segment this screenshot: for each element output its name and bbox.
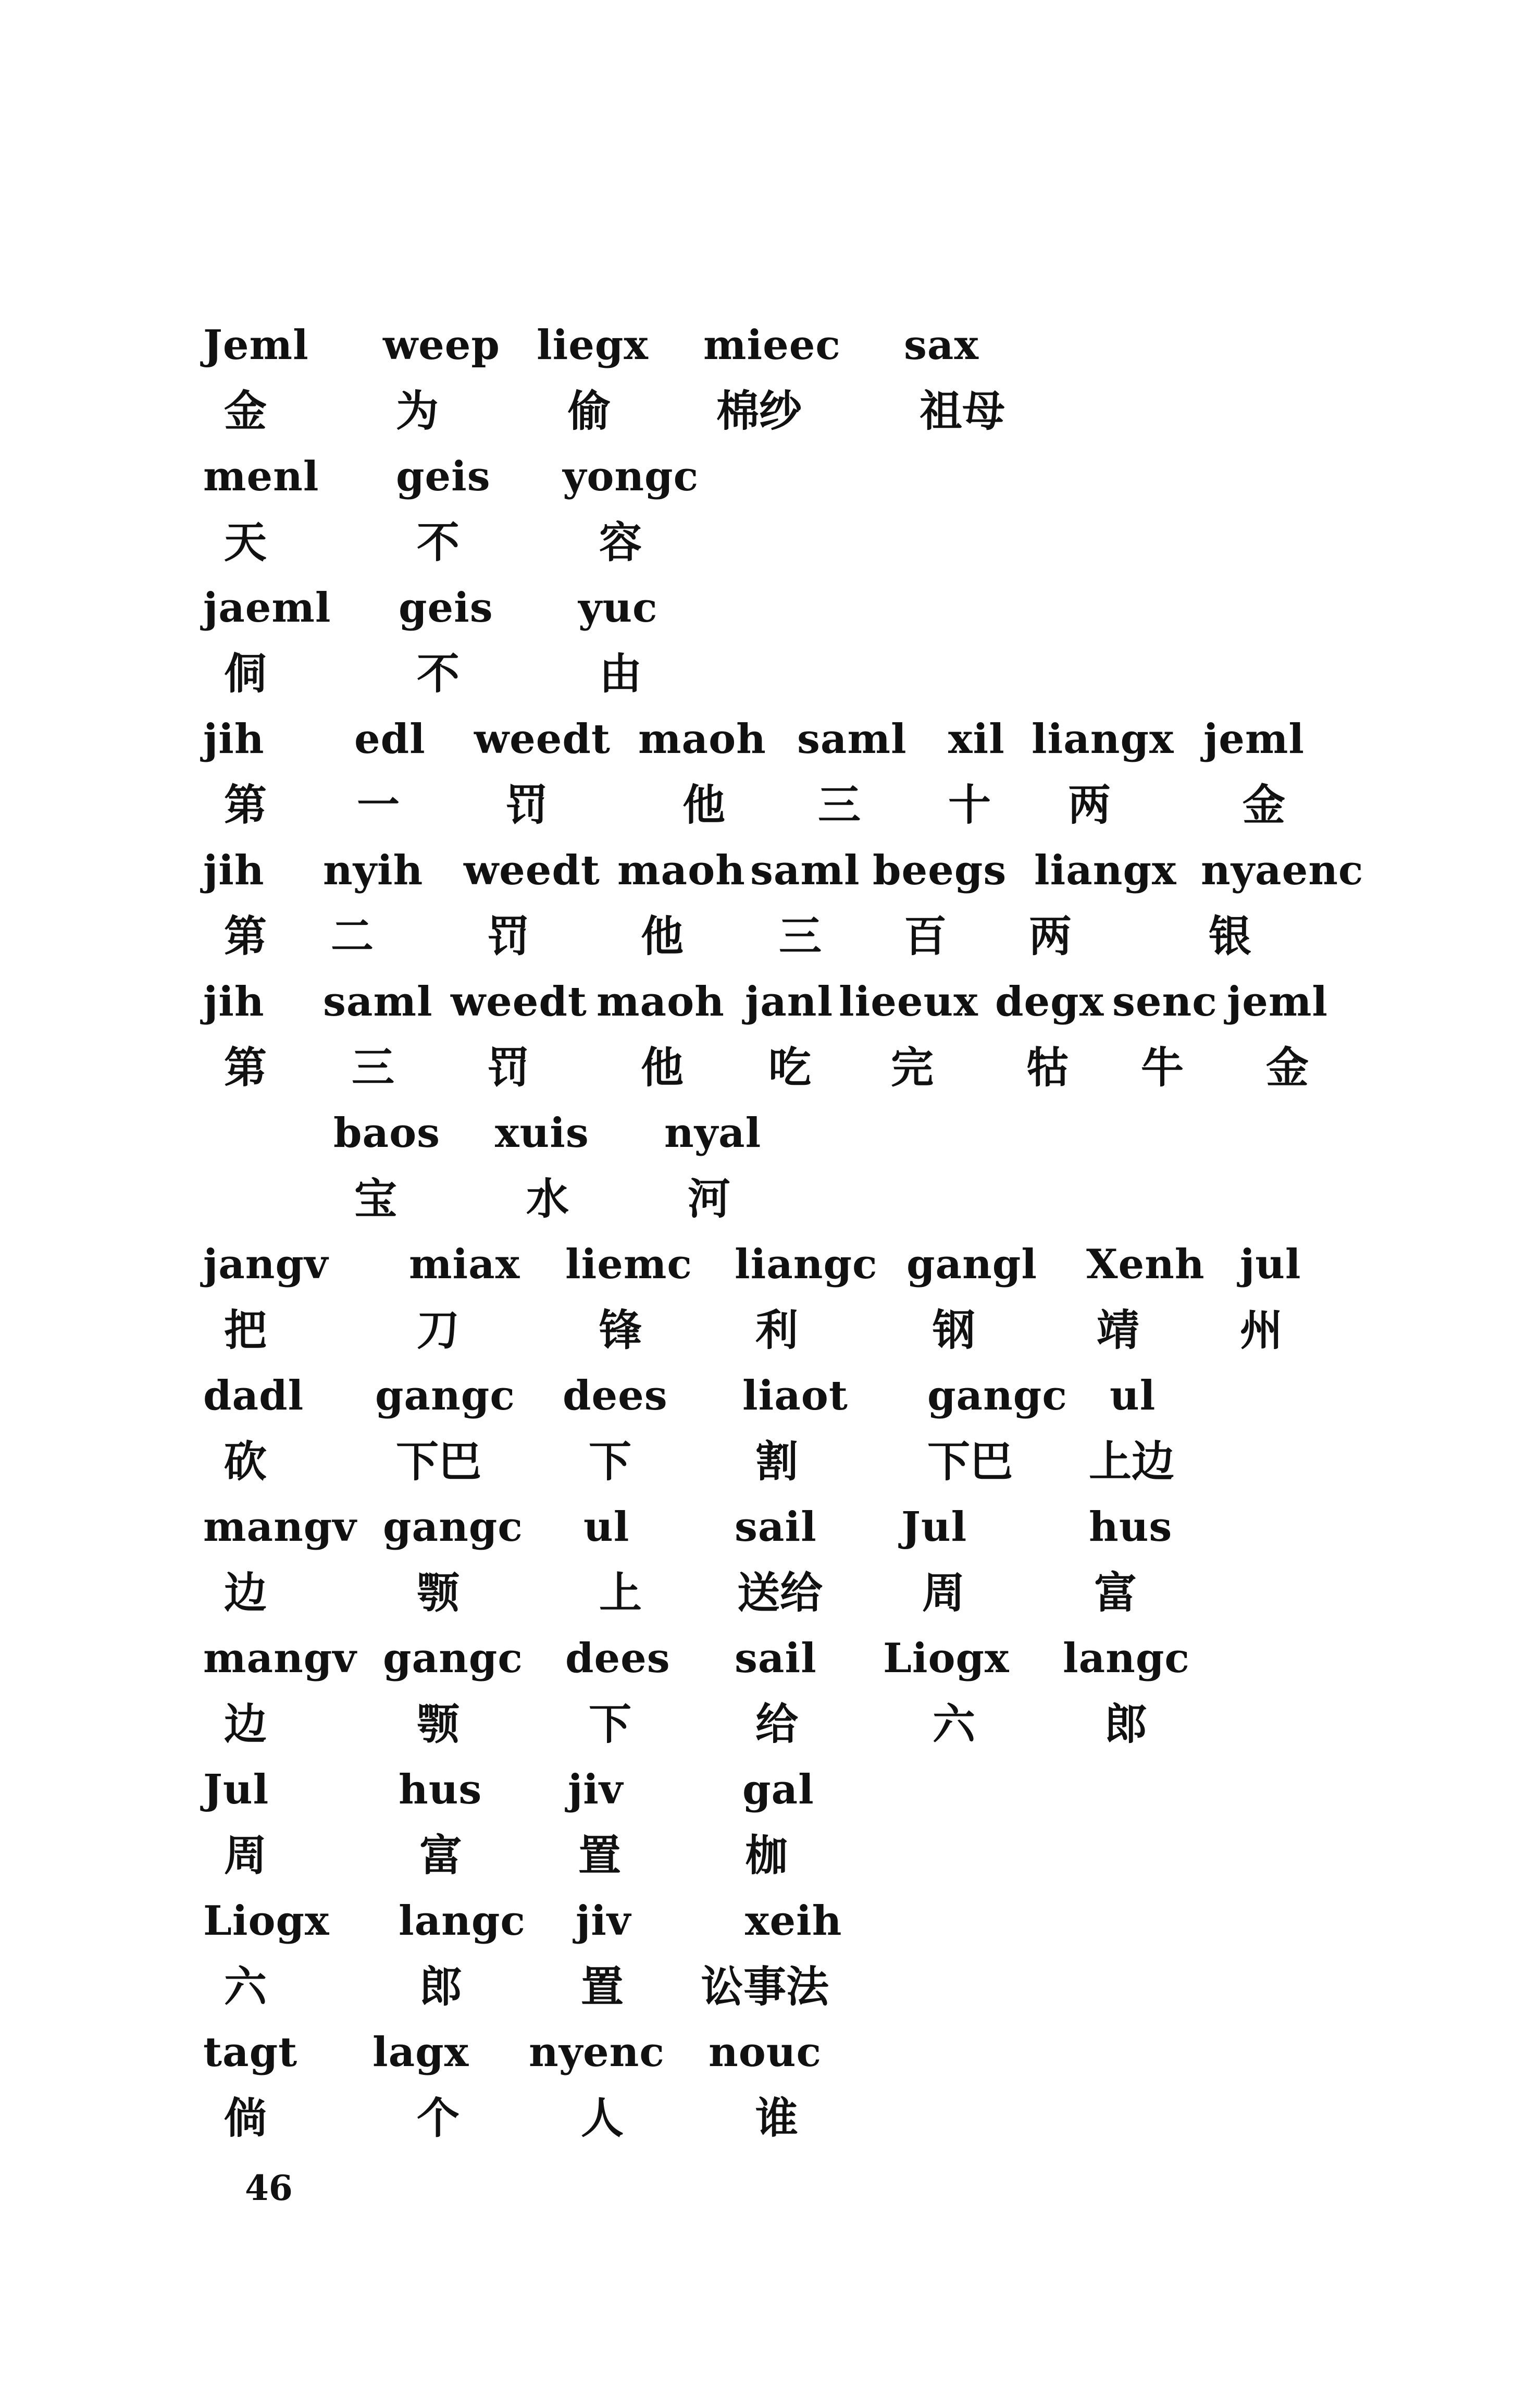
romanized-word: lagx (372, 2029, 469, 2076)
chinese-gloss-word: 三 (352, 1043, 395, 1093)
chinese-gloss-word: 吃 (768, 1043, 812, 1093)
chinese-gloss-word: 下 (589, 1699, 632, 1749)
chinese-gloss-word: 富 (1094, 1568, 1137, 1618)
chinese-gloss-line (203, 1297, 1375, 1363)
romanized-word: liangc (735, 1241, 878, 1288)
romanized-word: liaot (742, 1372, 848, 1419)
romanized-word: maoh (597, 978, 725, 1025)
romanized-word: Liogx (883, 1635, 1010, 1682)
romanized-word: weep (383, 322, 500, 369)
romanized-word: jih (203, 715, 265, 763)
chinese-gloss-word: 个 (417, 2093, 460, 2143)
chinese-gloss-word: 枷 (745, 1831, 788, 1881)
chinese-gloss-line (203, 1429, 1375, 1494)
romanized-line (203, 838, 1375, 904)
romanized-line (203, 1232, 1375, 1297)
chinese-gloss-word: 棉纱 (716, 386, 802, 436)
romanized-word: beegs (873, 847, 1007, 894)
romanized-word: lieeux (839, 978, 978, 1025)
romanized-word: gangc (375, 1372, 515, 1419)
chinese-gloss-line (203, 1166, 1375, 1232)
romanized-word: xil (948, 715, 1005, 763)
romanized-word: liegx (537, 322, 649, 369)
romanized-word: nyih (323, 847, 424, 894)
chinese-gloss-word: 祖母 (920, 386, 1005, 436)
romanized-line (203, 575, 1375, 641)
chinese-gloss-word: 水 (526, 1174, 569, 1224)
romanized-line (203, 2020, 1375, 2085)
romanized-word: weedt (474, 715, 611, 763)
chinese-gloss-word: 不 (417, 517, 460, 567)
page-number: 46 (245, 2168, 293, 2208)
romanized-line (203, 444, 1375, 510)
chinese-gloss-word: 完 (891, 1043, 934, 1093)
romanized-word: Jeml (203, 322, 309, 369)
romanized-word: sax (904, 322, 979, 369)
romanized-word: geis (399, 584, 493, 632)
romanized-word: jih (203, 978, 265, 1025)
romanized-word: gangl (906, 1241, 1037, 1288)
chinese-gloss-word: 刀 (417, 1305, 460, 1355)
chinese-gloss-word: 十 (948, 780, 991, 830)
romanized-word: jangv (203, 1241, 329, 1288)
chinese-gloss-word: 下 (589, 1437, 632, 1487)
chinese-gloss-word: 第 (224, 1043, 267, 1093)
chinese-gloss-word: 容 (599, 517, 642, 567)
romanized-line (203, 1626, 1375, 1691)
romanized-word: janl (745, 978, 834, 1025)
chinese-gloss-word: 下巴 (396, 1437, 482, 1487)
chinese-gloss-word: 靖 (1097, 1305, 1140, 1355)
chinese-gloss-word: 把 (224, 1305, 267, 1355)
romanized-word: langc (399, 1897, 526, 1945)
romanized-word: degx (995, 978, 1104, 1025)
chinese-gloss-word: 人 (581, 2093, 624, 2143)
romanized-word: dees (563, 1372, 668, 1419)
chinese-gloss-word: 第 (224, 780, 267, 830)
chinese-gloss-word: 上 (599, 1568, 642, 1618)
romanized-word: weedt (451, 978, 587, 1025)
chinese-gloss-word: 罚 (487, 1043, 530, 1093)
romanized-line (203, 707, 1375, 772)
chinese-gloss-word: 牛 (1141, 1043, 1184, 1093)
chinese-gloss-word: 钢 (933, 1305, 976, 1355)
romanized-word: baos (333, 1109, 441, 1157)
romanized-word: jeml (1203, 715, 1305, 763)
romanized-word: jeml (1227, 978, 1328, 1025)
romanized-word: nyenc (529, 2029, 665, 2076)
romanized-word: nouc (709, 2029, 822, 2076)
romanized-word: jul (1240, 1241, 1301, 1288)
chinese-gloss-word: 利 (755, 1305, 799, 1355)
chinese-gloss-word: 两 (1029, 911, 1072, 961)
romanized-word: tagt (203, 2029, 298, 2076)
romanized-word: weedt (464, 847, 600, 894)
chinese-gloss-line (203, 641, 1375, 707)
chinese-gloss-word: 宝 (354, 1174, 398, 1224)
chinese-gloss-word: 第 (224, 911, 267, 961)
romanized-word: sail (735, 1503, 817, 1551)
romanized-word: ul (583, 1503, 630, 1551)
romanized-word: saml (750, 847, 860, 894)
romanized-word: mieec (703, 322, 841, 369)
romanized-word: nyal (664, 1109, 762, 1157)
chinese-gloss-word: 周 (224, 1831, 267, 1881)
chinese-gloss-word: 由 (599, 649, 642, 699)
chinese-gloss-line (203, 2085, 1375, 2151)
romanized-word: xuis (495, 1109, 589, 1157)
chinese-gloss-word: 六 (933, 1699, 976, 1749)
chinese-gloss-word: 置 (581, 1962, 624, 2012)
romanized-word: gal (742, 1766, 814, 1813)
romanized-word: saml (797, 715, 907, 763)
chinese-gloss-line (203, 378, 1375, 444)
chinese-gloss-line (203, 904, 1375, 969)
romanized-word: nyaenc (1201, 847, 1364, 894)
romanized-word: Jul (901, 1503, 967, 1551)
chinese-gloss-word: 金 (224, 386, 267, 436)
romanized-word: miax (409, 1241, 520, 1288)
romanized-line (203, 1494, 1375, 1560)
chinese-gloss-word: 二 (331, 911, 374, 961)
chinese-gloss-line (203, 1560, 1375, 1626)
romanized-word: gangc (927, 1372, 1067, 1419)
chinese-gloss-line (203, 772, 1375, 838)
romanized-word: senc (1112, 978, 1218, 1025)
chinese-gloss-word: 为 (396, 386, 439, 436)
chinese-gloss-word: 他 (641, 911, 684, 961)
romanized-word: langc (1063, 1635, 1190, 1682)
chinese-gloss-word: 上边 (1089, 1437, 1175, 1487)
romanized-word: sail (735, 1635, 817, 1682)
chinese-gloss-word: 不 (417, 649, 460, 699)
chinese-gloss-word: 送给 (737, 1568, 823, 1618)
romanized-word: gangc (383, 1503, 523, 1551)
chinese-gloss-line (203, 1035, 1375, 1101)
chinese-gloss-word: 六 (224, 1962, 267, 2012)
chinese-gloss-word: 银 (1209, 911, 1252, 961)
chinese-gloss-line (203, 1823, 1375, 1888)
romanized-word: Liogx (203, 1897, 330, 1945)
romanized-word: menl (203, 453, 319, 500)
romanized-word: geis (396, 453, 491, 500)
chinese-gloss-word: 百 (904, 911, 947, 961)
romanized-line (203, 969, 1375, 1035)
chinese-gloss-word: 边 (224, 1568, 267, 1618)
page-body (203, 313, 1375, 2151)
chinese-gloss-word: 一 (357, 780, 400, 830)
romanized-word: jiv (576, 1897, 631, 1945)
chinese-gloss-word: 颚 (417, 1568, 460, 1618)
romanized-line (203, 1101, 1375, 1166)
chinese-gloss-word: 两 (1068, 780, 1111, 830)
chinese-gloss-word: 锋 (599, 1305, 642, 1355)
chinese-gloss-word: 边 (224, 1699, 267, 1749)
chinese-gloss-word: 罚 (505, 780, 549, 830)
romanized-word: jih (203, 847, 265, 894)
romanized-word: liemc (565, 1241, 692, 1288)
chinese-gloss-word: 下巴 (927, 1437, 1013, 1487)
chinese-gloss-line (203, 1954, 1375, 2020)
chinese-gloss-word: 州 (1240, 1305, 1283, 1355)
romanized-word: mangv (203, 1503, 357, 1551)
chinese-gloss-word: 周 (922, 1568, 965, 1618)
chinese-gloss-word: 偷 (568, 386, 611, 436)
romanized-word: yongc (563, 453, 699, 500)
romanized-word: hus (399, 1766, 482, 1813)
chinese-gloss-word: 谁 (755, 2093, 799, 2143)
romanized-word: yuc (578, 584, 658, 632)
romanized-word: liangx (1034, 847, 1177, 894)
romanized-word: jaeml (203, 584, 331, 632)
chinese-gloss-word: 置 (578, 1831, 622, 1881)
chinese-gloss-line (203, 510, 1375, 575)
romanized-word: jiv (568, 1766, 624, 1813)
chinese-gloss-word: 三 (818, 780, 861, 830)
romanized-word: gangc (383, 1635, 523, 1682)
romanized-word: maoh (638, 715, 766, 763)
chinese-gloss-word: 金 (1243, 780, 1286, 830)
chinese-gloss-word: 讼事法 (701, 1962, 829, 2012)
romanized-word: hus (1089, 1503, 1173, 1551)
romanized-word: Jul (203, 1766, 269, 1813)
romanized-word: ul (1110, 1372, 1156, 1419)
chinese-gloss-word: 牯 (1026, 1043, 1070, 1093)
romanized-word: xeih (745, 1897, 842, 1945)
chinese-gloss-word: 倘 (224, 2093, 267, 2143)
romanized-word: Xenh (1086, 1241, 1205, 1288)
chinese-gloss-word: 割 (755, 1437, 799, 1487)
chinese-gloss-word: 他 (682, 780, 726, 830)
romanized-line (203, 1888, 1375, 1954)
chinese-gloss-line (203, 1691, 1375, 1757)
chinese-gloss-word: 河 (688, 1174, 731, 1224)
chinese-gloss-word: 郎 (419, 1962, 463, 2012)
romanized-word: dees (565, 1635, 670, 1682)
romanized-line (203, 1757, 1375, 1823)
chinese-gloss-word: 金 (1266, 1043, 1309, 1093)
chinese-gloss-word: 颚 (417, 1699, 460, 1749)
chinese-gloss-word: 罚 (487, 911, 530, 961)
chinese-gloss-word: 砍 (224, 1437, 267, 1487)
romanized-word: mangv (203, 1635, 357, 1682)
romanized-line (203, 1363, 1375, 1429)
chinese-gloss-word: 天 (224, 517, 267, 567)
romanized-word: liangx (1032, 715, 1174, 763)
romanized-word: edl (354, 715, 426, 763)
romanized-word: saml (323, 978, 433, 1025)
romanized-word: maoh (617, 847, 746, 894)
chinese-gloss-word: 他 (641, 1043, 684, 1093)
chinese-gloss-word: 给 (755, 1699, 799, 1749)
chinese-gloss-word: 郎 (1104, 1699, 1148, 1749)
romanized-word: dadl (203, 1372, 304, 1419)
chinese-gloss-word: 三 (779, 911, 822, 961)
chinese-gloss-word: 富 (419, 1831, 463, 1881)
romanized-line (203, 313, 1375, 378)
chinese-gloss-word: 侗 (224, 649, 267, 699)
